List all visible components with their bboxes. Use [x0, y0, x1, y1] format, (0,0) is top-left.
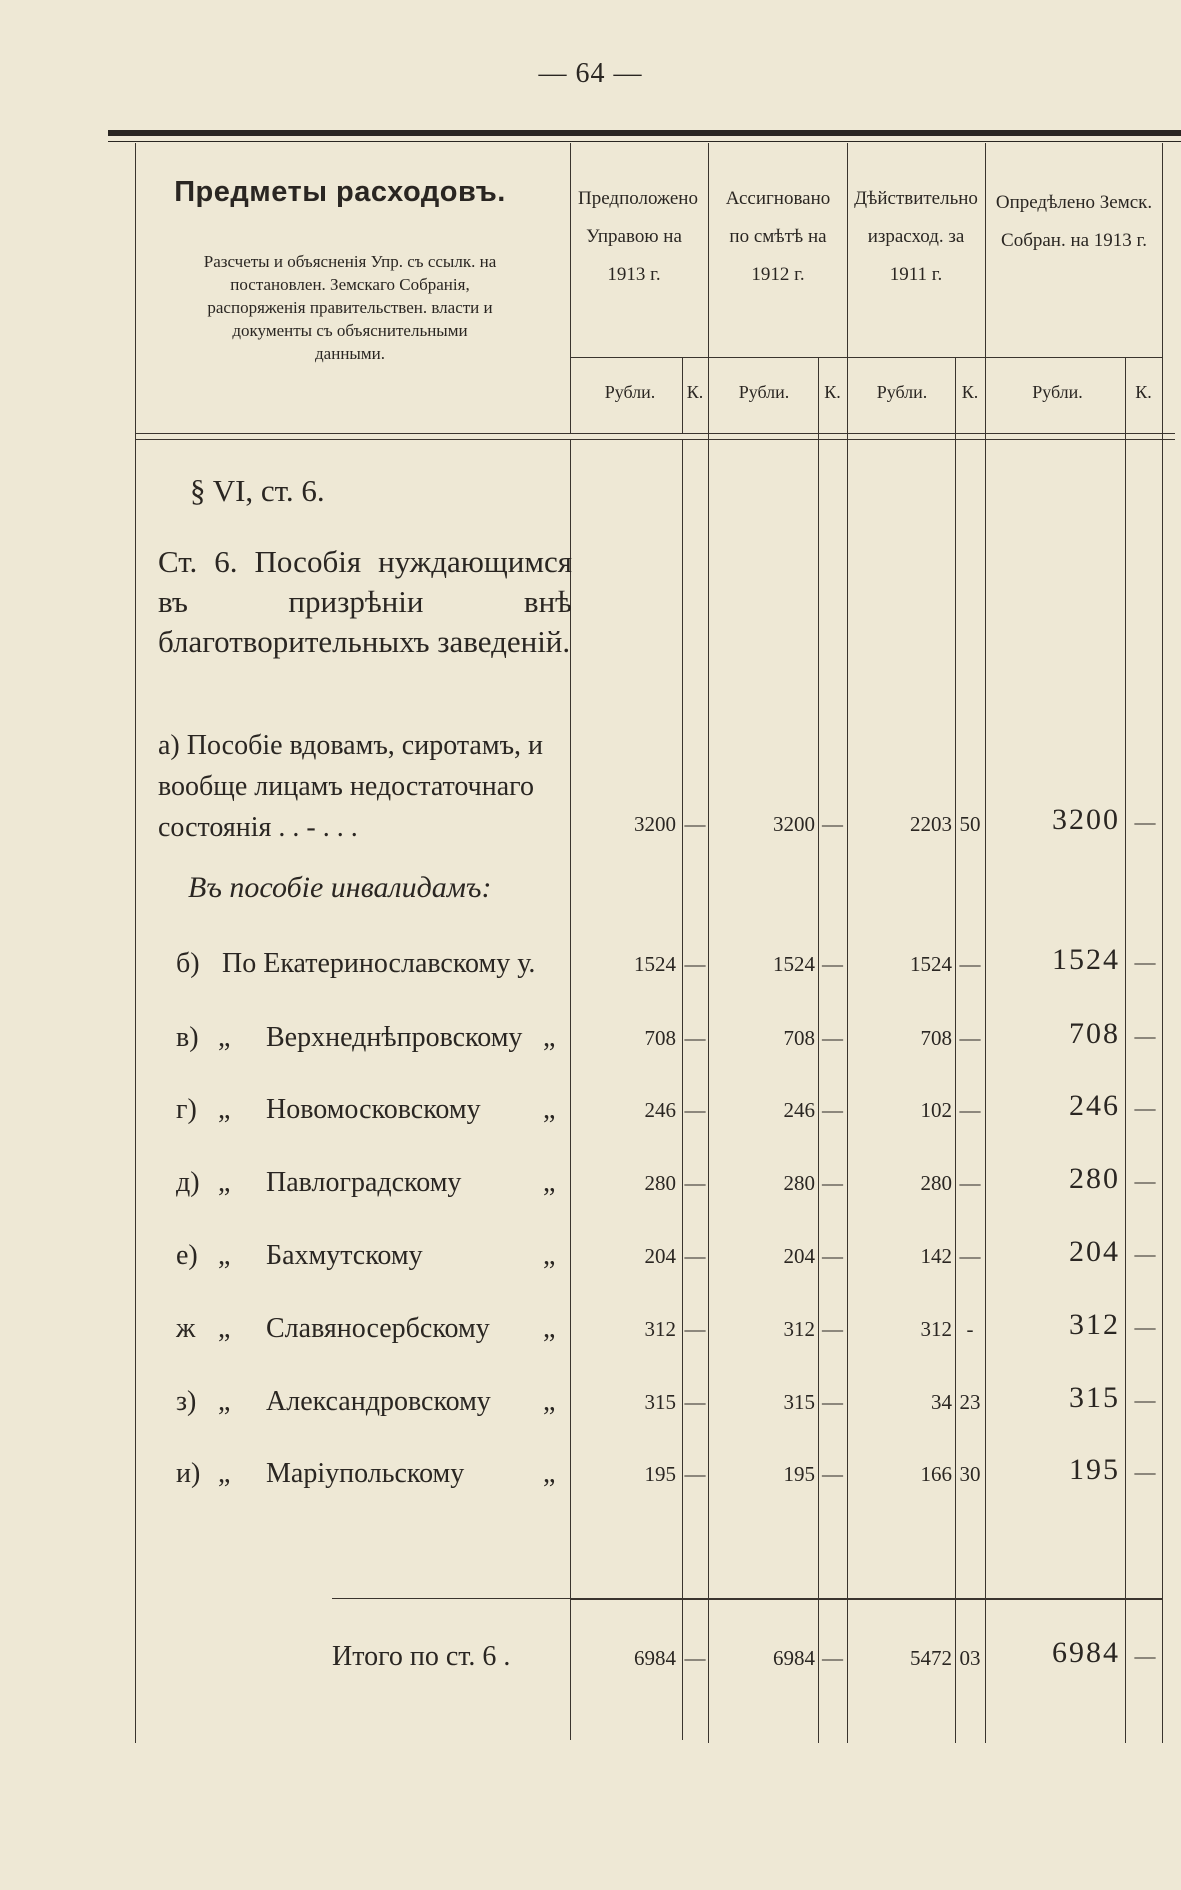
row-determined-k: —	[1134, 1096, 1156, 1120]
page-number: — 64 —	[538, 58, 643, 89]
col-sep-4	[985, 143, 986, 1743]
row-ditto-end: „	[543, 1022, 556, 1053]
item-a-proposed-k: —	[684, 812, 706, 836]
row-proposed-k: —	[684, 1026, 706, 1050]
item-a-text: а) Пособіе вдовамъ, сиротамъ, и вообще лицамъ недостаточнаго состоянія . . - . . .	[158, 730, 544, 843]
row-assigned-k: —	[822, 952, 843, 976]
row-spent-k: -	[966, 1317, 974, 1341]
header-rule-thick	[108, 130, 1181, 136]
column-header-assigned: Ассигновано по смѣтѣ на 1912 г.	[725, 188, 831, 285]
subhead-rub-1: Рубли.	[604, 382, 656, 402]
column-header-determined: Опредѣлено Земск. Собран. на 1913 г.	[995, 192, 1153, 251]
row-spent-k: —	[959, 952, 981, 976]
header-subtitle: Разсчеты и объясненія Упр. съ ссылк. на постановлен. Земскаго Собранія, распоряженія правительствен. власти и документы съ объяснительными данными.	[203, 252, 497, 363]
total-determined: 6984	[1052, 1636, 1120, 1669]
total-assigned: 6984	[773, 1646, 815, 1670]
row-proposed: 315	[644, 1390, 676, 1414]
ditto-mark: „	[218, 1313, 231, 1344]
row-proposed-k: —	[684, 1171, 706, 1195]
row-name: Новомосковскому	[266, 1094, 481, 1125]
row-assigned-k: —	[822, 1317, 843, 1341]
row-spent-k: —	[959, 1171, 981, 1195]
row-proposed-k: —	[684, 1390, 706, 1414]
item-a-determined: 3200	[1052, 803, 1120, 836]
row-assigned-k: —	[822, 1098, 843, 1122]
ditto-mark: „	[218, 1167, 231, 1198]
row-assigned: 315	[783, 1390, 815, 1414]
row-letter: е)	[176, 1240, 198, 1271]
row-determined-k: —	[1134, 1024, 1156, 1048]
row-proposed: 1524	[634, 952, 676, 976]
row-assigned: 246	[783, 1098, 815, 1122]
row-assigned: 708	[783, 1026, 815, 1050]
row-letter: д)	[176, 1167, 200, 1198]
item-a-assigned: 3200	[773, 812, 815, 836]
row-name: Маріупольскому	[266, 1458, 465, 1489]
col-sep-3	[847, 143, 848, 1743]
row-assigned-k: —	[822, 1390, 843, 1414]
total-determined-k: —	[1134, 1644, 1156, 1668]
invalid-heading: Въ пособіе инвалидамъ:	[188, 871, 492, 904]
row-assigned: 312	[783, 1317, 815, 1341]
right-border	[1162, 143, 1163, 1743]
subhead-rub-2: Рубли.	[738, 382, 790, 402]
row-determined-k: —	[1134, 950, 1156, 974]
row-proposed-k: —	[684, 1244, 706, 1268]
ditto-mark: „	[218, 1458, 231, 1489]
row-ditto-end: „	[543, 1386, 556, 1417]
ditto-mark: „	[218, 1094, 231, 1125]
total-line	[570, 1598, 1162, 1600]
row-spent: 1524	[910, 952, 952, 976]
row-determined-k: —	[1134, 1388, 1156, 1412]
row-assigned: 280	[783, 1171, 815, 1195]
left-border	[135, 143, 136, 1743]
row-determined-k: —	[1134, 1315, 1156, 1339]
row-assigned: 195	[783, 1462, 815, 1486]
col-sep-1k	[682, 440, 683, 1740]
row-spent: 34	[931, 1390, 952, 1414]
column-header-spent: Дѣйствительно израсход. за 1911 г.	[854, 188, 978, 285]
row-spent-k: —	[959, 1244, 981, 1268]
row-proposed-k: —	[684, 952, 706, 976]
row-determined-k: —	[1134, 1460, 1156, 1484]
item-a-determined-k: —	[1134, 810, 1156, 834]
row-name: Славяносербскому	[266, 1313, 490, 1344]
row-proposed: 312	[644, 1317, 676, 1341]
row-ditto-end: „	[543, 1313, 556, 1344]
row-determined: 708	[1069, 1017, 1120, 1050]
row-determined: 195	[1069, 1453, 1120, 1486]
col-sep-4k	[1125, 358, 1126, 1743]
subhead-kop-3: К.	[961, 382, 979, 402]
header-rule-thin	[108, 141, 1181, 142]
total-assigned-k: —	[822, 1646, 843, 1670]
subhead-rub-3: Рубли.	[876, 382, 928, 402]
row-name: Верхнеднѣпровскому	[266, 1022, 523, 1053]
row-determined: 204	[1069, 1235, 1120, 1268]
row-letter: и)	[176, 1458, 201, 1489]
row-determined-k: —	[1134, 1242, 1156, 1266]
item-a-spent: 2203	[910, 812, 952, 836]
row-spent-k: —	[959, 1098, 981, 1122]
row-assigned-k: —	[822, 1026, 843, 1050]
subhead-kop-4: К.	[1135, 382, 1152, 402]
row-determined: 246	[1069, 1089, 1120, 1122]
total-spent-k: 03	[959, 1646, 981, 1670]
item-a-spent-k: 50	[959, 812, 981, 836]
row-ditto-end: „	[543, 1240, 556, 1271]
row-letter: г)	[176, 1094, 197, 1125]
ditto-mark: „	[218, 1022, 231, 1053]
row-spent: 142	[920, 1244, 952, 1268]
row-letter: в)	[176, 1022, 199, 1053]
ditto-mark: „	[218, 1240, 231, 1271]
row-ditto-end: „	[543, 1167, 556, 1198]
row-letter: з)	[176, 1386, 197, 1417]
item-a-proposed: 3200	[634, 812, 676, 836]
row-proposed-k: —	[684, 1098, 706, 1122]
row-letter: ж	[176, 1313, 196, 1344]
subhead-kop-1: К.	[686, 382, 704, 402]
row-assigned: 1524	[773, 952, 815, 976]
header-bottom-line-2	[135, 439, 1175, 440]
column-header-proposed: Предположено Управою на 1913 г.	[578, 188, 698, 285]
row-name: Александровскому	[266, 1386, 491, 1417]
row-proposed: 280	[644, 1171, 676, 1195]
ditto-mark: „	[218, 1386, 231, 1417]
row-spent: 280	[920, 1171, 952, 1195]
row-name: Бахмутскому	[266, 1240, 423, 1271]
row-spent-k: —	[959, 1026, 981, 1050]
row-determined: 312	[1069, 1308, 1120, 1341]
row-spent-k: 30	[959, 1462, 981, 1486]
row-name: По Екатеринославскому у.	[222, 948, 536, 979]
row-letter: б)	[176, 948, 200, 979]
row-determined: 280	[1069, 1162, 1120, 1195]
total-label: Итого по ст. 6 .	[332, 1641, 511, 1672]
item-a-assigned-k: —	[822, 812, 843, 836]
row-proposed: 246	[644, 1098, 676, 1122]
header-title: Предметы расходовъ.	[174, 176, 506, 208]
row-assigned: 204	[783, 1244, 815, 1268]
row-determined: 1524	[1052, 943, 1120, 976]
subhead-rub-4: Рубли.	[1032, 382, 1083, 402]
section-title: § VI, ст. 6.	[190, 473, 325, 508]
row-name: Павлоградскому	[266, 1167, 462, 1198]
row-determined: 315	[1069, 1381, 1120, 1414]
row-ditto-end: „	[543, 1458, 556, 1489]
row-proposed: 195	[644, 1462, 676, 1486]
row-spent-k: 23	[959, 1390, 981, 1414]
subhead-kop-2: К.	[824, 382, 841, 402]
row-assigned-k: —	[822, 1171, 843, 1195]
header-bottom-line-1	[135, 433, 1175, 434]
row-assigned-k: —	[822, 1244, 843, 1268]
row-proposed: 204	[644, 1244, 676, 1268]
row-spent: 312	[920, 1317, 952, 1341]
total-spent: 5472	[910, 1646, 952, 1670]
row-proposed-k: —	[684, 1317, 706, 1341]
row-proposed-k: —	[684, 1462, 706, 1486]
row-proposed: 708	[644, 1026, 676, 1050]
item-title: Ст. 6. Пособія нуждающимся въ призрѣніи внѣ благотворительныхъ заведеній.	[158, 544, 572, 659]
total-proposed: 6984	[634, 1646, 676, 1670]
row-spent: 708	[920, 1026, 952, 1050]
row-assigned-k: —	[822, 1462, 843, 1486]
col-sep-2	[708, 143, 709, 1743]
row-determined-k: —	[1134, 1169, 1156, 1193]
row-spent: 166	[920, 1462, 952, 1486]
subheader-line	[570, 357, 1162, 358]
row-spent: 102	[920, 1098, 952, 1122]
total-proposed-k: —	[684, 1646, 706, 1670]
row-ditto-end: „	[543, 1094, 556, 1125]
col-sep-1-head	[570, 143, 571, 433]
